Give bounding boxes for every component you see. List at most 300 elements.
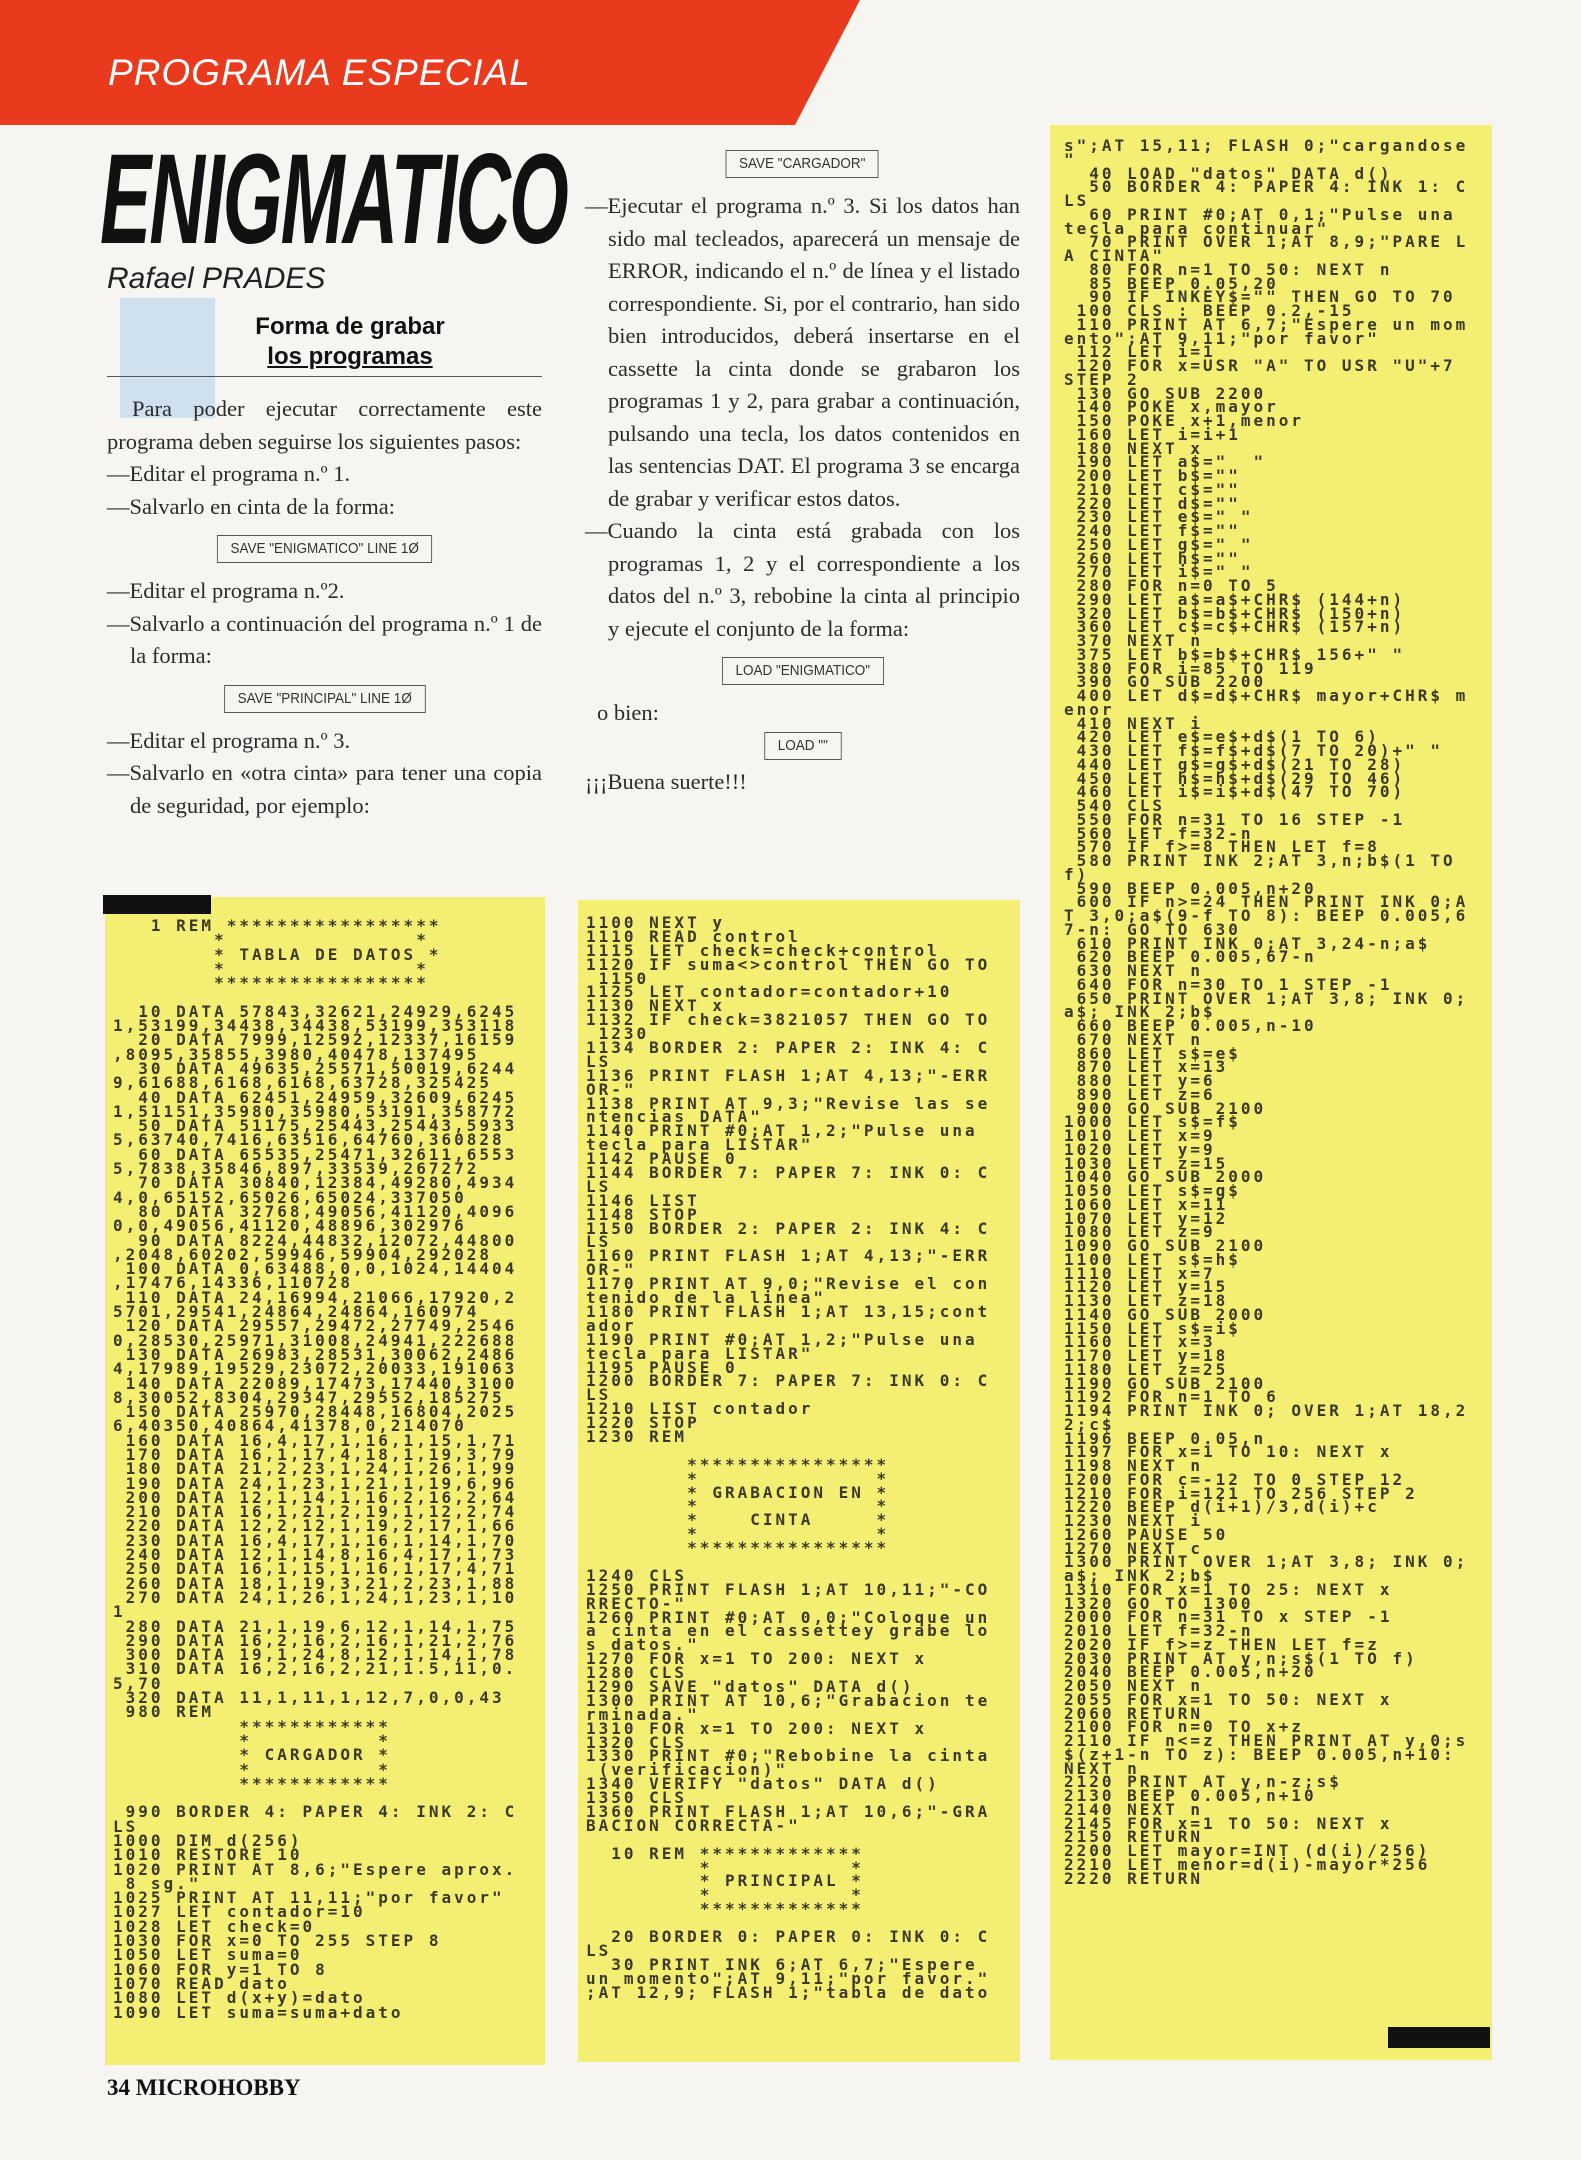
code-line: 2050 NEXT n	[1064, 1676, 1203, 1695]
intro-paragraph: Para poder ejecutar correctamente este programa deben seguirse los siguientes pasos:	[107, 396, 542, 454]
code-line: 130 DATA 26983,28531,30062,2486	[113, 1344, 518, 1364]
code-line: 2000 FOR n=31 TO x STEP -1	[1064, 1607, 1393, 1627]
section-label: PROGRAMA ESPECIAL	[108, 52, 531, 93]
code-line: 2140 NEXT n	[1064, 1799, 1203, 1819]
code-line: 190 LET a$=" "	[1064, 452, 1267, 472]
code-line: 1134 BORDER 2: PAPER 2: INK 4: C	[586, 1038, 991, 1058]
code-line: tenido de la linea"	[586, 1288, 827, 1308]
code-line: 560 LET f=32-n	[1064, 823, 1254, 843]
code-line: * *	[586, 1496, 890, 1516]
code-line: 30 PRINT INK 6;AT 6,7;"Espere	[586, 1954, 978, 1974]
code-line: 50 DATA 51175,25443,25443,5933	[113, 1116, 518, 1136]
code-line: 1150	[586, 968, 650, 988]
code-line: 1125 LET contador=contador+10	[586, 982, 953, 1002]
code-line: 1290 SAVE "datos" DATA d()	[586, 1676, 915, 1696]
code-line: OR-"	[586, 1079, 637, 1099]
code-line: 1320 GO TO 1300	[1064, 1593, 1254, 1613]
code-line: 630 NEXT n	[1064, 961, 1203, 980]
code-line: 100 CLS : BEEP 0.2,-15	[1064, 301, 1355, 320]
code-line: 1060 LET x=11	[1064, 1194, 1229, 1214]
code-line: * *	[586, 1524, 890, 1544]
code-line: 1196 BEEP 0.05,n	[1064, 1428, 1267, 1448]
code-line: s";AT 15,11; FLASH 0;"cargandose	[1064, 136, 1469, 155]
code-line: 1270 FOR x=1 TO 200: NEXT x	[586, 1649, 928, 1669]
code-line: 1140 PRINT #0;AT 1,2;"Pulse una	[586, 1121, 978, 1141]
step-item: —Editar el programa n.º2.	[107, 578, 345, 603]
code-line: * CARGADOR *	[113, 1745, 391, 1765]
code-line: 260 LET h$=""	[1064, 548, 1241, 568]
code-line: 1028 LET check=0	[113, 1916, 316, 1936]
code-line: 1170 PRINT AT 9,0;"Revise el con	[586, 1274, 991, 1294]
code-line: 2020 IF f>=z THEN LET f=z	[1064, 1634, 1380, 1654]
code-line: 400 LET d$=d$+CHR$ mayor+CHR$ m	[1064, 686, 1469, 705]
code-line: 10 DATA 57843,32621,24929,6245	[113, 1001, 518, 1021]
code-line: 1020 PRINT AT 8,6;"Espere aprox.	[113, 1859, 518, 1879]
code-line: 1,51151,35980,35980,53191,358772	[113, 1101, 518, 1121]
code-line: 1090 GO SUB 2100	[1064, 1236, 1267, 1255]
code-line: f)	[1064, 864, 1090, 884]
code-line: 450 LET h$=h$+d$(29 TO 46)	[1064, 768, 1406, 788]
code-line: 10 REM *************	[586, 1843, 864, 1863]
code-line: 230 DATA 16,4,17,1,16,1,14,1,70	[113, 1530, 518, 1550]
code-line: 40 LOAD "datos" DATA d()	[1064, 163, 1393, 183]
step-item: —Cuando la cinta está grabada con los programas 1, 2 y el correspondiente a los datos del n.º 3, rebobine la cinta al principio y ejecute el conjunto de la forma:	[585, 518, 1020, 641]
code-line: 550 FOR n=31 TO 16 STEP -1	[1064, 809, 1406, 829]
code-line: 160 LET i=i+1	[1064, 424, 1241, 444]
code-line: 200 DATA 12,1,14,1,16,2,16,2,64	[113, 1487, 518, 1507]
code-line: * *	[113, 958, 429, 978]
code-line: rminada."	[586, 1704, 700, 1724]
code-line: 90 DATA 8224,44832,12072,44800	[113, 1230, 518, 1250]
code-line: 220 DATA 12,2,12,1,19,2,17,1,66	[113, 1516, 518, 1536]
code-line: 120 FOR x=USR "A" TO USR "U"+7	[1064, 356, 1456, 375]
step-item: —Editar el programa n.º 1.	[107, 461, 351, 486]
code-line: 2200 LET mayor=INT (d(i)/256)	[1064, 1841, 1431, 1860]
code-line: * *	[586, 1468, 890, 1488]
step-item: —Salvarlo en cinta de la forma:	[107, 493, 396, 519]
code-line: 1115 LET check=check+control	[586, 940, 940, 960]
section-heading	[200, 312, 500, 372]
code-line: 30 DATA 49635,25571,50019,6244	[113, 1058, 518, 1078]
code-line: 2150 RETURN	[1064, 1827, 1203, 1847]
code-line: 1120 LET y=15	[1064, 1277, 1229, 1297]
code-line: *****************	[113, 973, 429, 993]
code-line: 310 DATA 16,2,16,2,21,1.5,11,0.	[113, 1659, 518, 1679]
code-line: 1060 FOR y=1 TO 8	[113, 1959, 328, 1979]
code-line: 660 BEEP 0.005,n-10	[1064, 1016, 1317, 1035]
code-line: 240 LET f$=""	[1064, 521, 1241, 540]
code-line: 230 LET e$=" "	[1064, 507, 1254, 527]
command-box: LOAD "ENIGMATICO"	[722, 657, 884, 685]
code-line: "	[1064, 149, 1077, 169]
code-line: 580 PRINT INK 2;AT 3,n;b$(1 TO	[1064, 851, 1456, 870]
code-line: 1138 PRINT AT 9,3;"Revise las se	[586, 1093, 991, 1113]
code-line: * *	[586, 1857, 864, 1877]
code-line: 1050 LET suma=0	[113, 1945, 303, 1965]
code-line: 375 LET b$=b$+CHR$ 156+" "	[1064, 644, 1406, 664]
code-line: 1000 LET s$=f$	[1064, 1112, 1241, 1132]
code-line: 410 NEXT i	[1064, 713, 1203, 733]
code-line: 150 DATA 25970,28448,16804,2025	[113, 1402, 518, 1422]
code-line: 1180 PRINT FLASH 1;AT 13,15;cont	[586, 1301, 991, 1321]
code-line: BACION CORRECTA-"	[586, 1815, 801, 1835]
code-line: 1350 CLS	[586, 1788, 688, 1808]
code-line: 1250 PRINT FLASH 1;AT 10,11;"-CO	[586, 1579, 991, 1599]
code-line: 1160 LET x=3	[1064, 1332, 1216, 1352]
code-line: 1240 CLS	[586, 1565, 688, 1585]
code-line: 1110 READ control	[586, 926, 801, 946]
step-item: —Ejecutar el programa n.º 3. Si los datos han sido mal tecleados, aparecerá un mensaje de ERROR, indicando el n.º de línea y el listado correspondiente. Si, por el contrario, han sido bien introducidos, deberá insertarse en el cassette la cinta donde se grabaron los programas 1 y 2, para grabar a continuación, pulsando una tecla, los datos contenidos en las sentencias DAT. El programa 3 se encarga de grabar y verificar estos datos.	[585, 193, 1020, 511]
code-line: 1192 FOR n=1 TO 6	[1064, 1387, 1279, 1407]
code-line: 1197 FOR x=1 TO 10: NEXT x	[1064, 1442, 1393, 1462]
code-line: 260 DATA 18,1,19,3,21,2,23,1,88	[113, 1573, 518, 1593]
code-line: 1190 GO SUB 2100	[1064, 1373, 1267, 1393]
code-line: * *	[586, 1885, 864, 1905]
code-line: 1260 PAUSE 50	[1064, 1524, 1229, 1544]
code-line: ntencias DATA"	[586, 1107, 763, 1127]
code-line: 440 LET g$=g$+d$(21 TO 28)	[1064, 754, 1406, 774]
code-line: 1300 PRINT OVER 1;AT 3,8; INK 0;	[1064, 1552, 1469, 1572]
code-line: 1040 GO SUB 2000	[1064, 1167, 1267, 1187]
code-line: 140 DATA 22089,17473,17440,3100	[113, 1373, 518, 1393]
code-line: 1340 VERIFY "datos" DATA d()	[586, 1774, 940, 1794]
code-line: 390 GO SUB 2200	[1064, 672, 1267, 692]
code-line: 80 FOR n=1 TO 50: NEXT n	[1064, 259, 1393, 279]
code-line: RRECTO-"	[586, 1593, 688, 1613]
code-line: 2120 PRINT AT y,n-z;s$	[1064, 1772, 1342, 1792]
code-line: 2010 LET f=32-n	[1064, 1621, 1254, 1640]
code-line: 290 DATA 16,2,16,2,16,1,21,2,76	[113, 1630, 518, 1650]
section-heading-line1: Forma de grabar	[255, 313, 445, 340]
code-line: tecla para LISTAR"	[586, 1135, 814, 1155]
code-line: 1130 NEXT x	[586, 996, 725, 1016]
code-line: un momento";AT 9,11;"por favor."	[586, 1968, 991, 1988]
code-line: 1132 IF check=3821057 THEN GO TO	[586, 1010, 991, 1030]
listing-marker-bar	[103, 895, 211, 914]
code-line: 290 LET a$=a$+CHR$ (144+n)	[1064, 589, 1406, 609]
code-line: LS	[586, 1940, 612, 1960]
code-line: 370 NEXT n	[1064, 631, 1203, 650]
code-line: LS	[586, 1385, 612, 1405]
code-line: 2040 BEEP 0.005,n+20	[1064, 1662, 1317, 1682]
listing-marker-bar	[1388, 2027, 1490, 2048]
code-line: 1070 LET y=12	[1064, 1208, 1229, 1228]
code-line: 430 LET f$=f$+d$(7 TO 20)+" "	[1064, 741, 1443, 760]
code-line: LS	[586, 1051, 612, 1071]
code-line: 1150 BORDER 2: PAPER 2: INK 4: C	[586, 1218, 991, 1238]
code-line: tecla para LISTAR"	[586, 1343, 814, 1363]
alternative-label: o bien:	[597, 700, 659, 725]
code-line: 2030 PRINT AT y,n;s$(1 TO f)	[1064, 1648, 1418, 1668]
code-line: 50 BORDER 4: PAPER 4: INK 1: C	[1064, 177, 1469, 197]
code-line: * *	[113, 930, 429, 950]
code-line: * *	[113, 1730, 391, 1750]
code-line: 1140 GO SUB 2000	[1064, 1304, 1267, 1324]
code-line: 170 DATA 16,1,17,4,18,1,19,3,79	[113, 1444, 518, 1464]
code-line: 1230 REM	[586, 1426, 688, 1446]
code-line: 1230 NEXT i	[1064, 1511, 1203, 1530]
code-line: 1144 BORDER 7: PAPER 7: INK 0: C	[586, 1163, 991, 1183]
code-line: 320 DATA 11,1,11,1,12,7,0,0,43	[113, 1688, 505, 1708]
code-line: 280 FOR n=0 TO 5	[1064, 576, 1279, 595]
code-line: 620 BEEP 0.005,67-n	[1064, 947, 1317, 967]
code-line: LS	[586, 1176, 612, 1196]
code-line: 300 DATA 19,1,24,8,12,1,14,1,78	[113, 1645, 518, 1665]
code-line: 60 PRINT #0;AT 0,1;"Pulse una	[1064, 204, 1456, 224]
code-line: 360 LET c$=c$+CHR$ (157+n)	[1064, 617, 1406, 637]
code-line: 1080 LET z=9	[1064, 1222, 1216, 1242]
code-line: 890 LET z=6	[1064, 1084, 1216, 1104]
code-line: 85 BEEP 0.05,20	[1064, 273, 1279, 293]
code-line: 8,30052,8304,29347,29552,185275	[113, 1387, 505, 1407]
code-line: 4,0,65152,65026,65024,337050	[113, 1187, 467, 1207]
code-line: 180 DATA 21,2,23,1,24,1,26,1,99	[113, 1459, 518, 1479]
command-box: SAVE "ENIGMATICO" LINE 1Ø	[217, 535, 432, 563]
code-line: 1170 LET y=18	[1064, 1346, 1229, 1365]
code-line: 150 POKE x+1,menor	[1064, 411, 1305, 430]
code-line: 1200 BORDER 7: PAPER 7: INK 0: C	[586, 1371, 991, 1391]
code-line: 1010 RESTORE 10	[113, 1845, 303, 1865]
code-line: 2110 IF n<=z THEN PRINT AT y,0;s	[1064, 1731, 1469, 1750]
code-line: 112 LET i=1	[1064, 342, 1216, 362]
code-line: NEXT n	[1064, 1758, 1140, 1778]
code-line: 1110 LET x=7	[1064, 1263, 1216, 1283]
listing-grabacion-principal	[578, 900, 1020, 2062]
code-line: enor	[1064, 699, 1115, 719]
code-line: 1300 PRINT AT 10,6;"Grabacion te	[586, 1690, 991, 1710]
heading-rule	[107, 376, 542, 377]
code-line: 1100 LET s$=h$	[1064, 1249, 1241, 1269]
code-line: 0,0,49056,41120,48896,302976	[113, 1216, 467, 1236]
code-line: 1148 STOP	[586, 1204, 700, 1224]
code-line: LS	[1064, 191, 1090, 210]
code-line: 1120 IF suma<>control THEN GO TO	[586, 954, 991, 974]
code-line: ;AT 12,9; FLASH 1;"tabla de dato	[586, 1982, 991, 2002]
code-line: a$; INK 2;b$	[1064, 1566, 1216, 1585]
code-line: A CINTA"	[1064, 246, 1166, 265]
code-line: 1230	[586, 1024, 650, 1044]
code-line: 80 DATA 32768,49056,41120,4096	[113, 1201, 518, 1221]
code-line: 1198 NEXT n	[1064, 1456, 1203, 1475]
code-line: 1260 PRINT #0;AT 0,0;"Coloque un	[586, 1607, 991, 1627]
code-line: 270 LET i$=" "	[1064, 562, 1254, 582]
code-line: 1000 DIM d(256)	[113, 1831, 303, 1850]
code-line: *************	[586, 1899, 864, 1919]
code-line: 250 DATA 16,1,15,1,16,1,17,4,71	[113, 1559, 518, 1579]
code-line: 0,28530,25971,31008,24941,222688	[113, 1330, 518, 1350]
code-line: 210 LET c$=""	[1064, 479, 1241, 499]
code-line: 650 PRINT OVER 1;AT 3,8; INK 0;	[1064, 988, 1469, 1008]
code-line: 210 DATA 16,1,21,2,19,1,12,2,74	[113, 1502, 518, 1522]
listing-principal-continuation	[1050, 125, 1492, 2060]
code-line: 2060 RETURN	[1064, 1703, 1203, 1723]
code-line: 140 POKE x,mayor	[1064, 397, 1279, 417]
code-line: LS	[113, 1816, 139, 1836]
code-line: 1310 FOR x=1 TO 25: NEXT x	[1064, 1579, 1393, 1599]
listing-cargador	[105, 897, 545, 2065]
code-line: ,8095,35855,3980,40478,137495	[113, 1044, 480, 1064]
code-line: 1025 PRINT AT 11,11;"por favor"	[113, 1888, 505, 1908]
code-line: $(z+1-n TO z): BEEP 0.005,n+10:	[1064, 1744, 1456, 1764]
code-line: 880 LET y=6	[1064, 1071, 1216, 1090]
code-line: 1160 PRINT FLASH 1;AT 4,13;"-ERR	[586, 1246, 991, 1266]
code-line: 870 LET x=13	[1064, 1057, 1229, 1077]
code-line: 1 REM *****************	[113, 916, 442, 935]
article-title: ENIGMATICO	[100, 128, 567, 271]
code-line: 1280 CLS	[586, 1663, 688, 1683]
code-line: 90 IF INKEY$="" THEN GO TO 70	[1064, 287, 1456, 307]
code-line: 4,17989,19529,23072,20033,191063	[113, 1359, 518, 1379]
code-line: OR-"	[586, 1260, 637, 1280]
code-line: 250 LET g$=" "	[1064, 534, 1254, 554]
code-line: 5701,29541,24864,24864,160974	[113, 1302, 480, 1322]
closing-text: ¡¡¡Buena suerte!!!	[585, 768, 747, 794]
code-line: 2;c$	[1064, 1414, 1115, 1434]
code-line: 420 LET e$=e$+d$(1 TO 6)	[1064, 727, 1380, 747]
code-line: * GRABACION EN *	[586, 1482, 890, 1502]
code-line: 280 DATA 21,1,19,6,12,1,14,1,75	[113, 1616, 518, 1636]
code-line: ************	[113, 1773, 391, 1793]
code-line: 380 FOR i=85 TO 119	[1064, 658, 1317, 678]
code-line: a cinta en el cassettey grabe lo	[586, 1621, 991, 1641]
code-line: 110 DATA 24,16994,21066,17920,2	[113, 1287, 518, 1307]
step-item: —Salvarlo a continuación del programa n.º 1 de la forma:	[107, 610, 542, 668]
code-line: 860 LET s$=e$	[1064, 1043, 1241, 1063]
code-line: ,17476,14336,110728	[113, 1273, 354, 1293]
code-line: 110 PRINT AT 6,7;"Espere un mom	[1064, 314, 1469, 334]
code-line: 2130 BEEP 0.005,n+10	[1064, 1786, 1317, 1805]
code-line: 1210 FOR i=121 TO 256 STEP 2	[1064, 1483, 1418, 1503]
code-line: 640 FOR n=30 TO 1 STEP -1	[1064, 974, 1393, 994]
code-line: ************	[113, 1716, 391, 1736]
code-line: 1142 PAUSE 0	[586, 1149, 738, 1169]
code-line: 1310 FOR x=1 TO 200: NEXT x	[586, 1718, 928, 1738]
code-line: * CINTA *	[586, 1510, 890, 1530]
code-line: * *	[113, 1759, 391, 1779]
code-line: 1030 FOR x=0 TO 255 STEP 8	[113, 1931, 442, 1951]
code-line: 990 BORDER 4: PAPER 4: INK 2: C	[113, 1802, 518, 1822]
code-line: 1190 PRINT #0;AT 1,2;"Pulse una	[586, 1329, 978, 1349]
code-line: 1210 LIST contador	[586, 1399, 814, 1419]
code-line: 5,63740,7416,63516,64760,360828	[113, 1130, 505, 1150]
code-line: 1220 STOP	[586, 1413, 700, 1433]
code-line: 600 IF n>=24 THEN PRINT INK 0;A	[1064, 892, 1469, 912]
code-line: 9,61688,6168,6168,63728,325425	[113, 1073, 492, 1093]
code-line: 1146 LIST	[586, 1190, 700, 1210]
code-line: 2100 FOR n=0 TO x+z	[1064, 1717, 1305, 1737]
code-line: 1194 PRINT INK 0; OVER 1;AT 18,2	[1064, 1401, 1469, 1420]
code-line: 240 DATA 12,1,14,8,16,4,17,1,73	[113, 1545, 518, 1565]
code-line: 2210 LET menor=d(i)-mayor*256	[1064, 1854, 1431, 1874]
code-line: 6,40350,40864,41378,0,214070	[113, 1416, 467, 1436]
code-line: 130 GO SUB 2200	[1064, 383, 1267, 403]
step-item: —Salvarlo en «otra cinta» para tener una copia de seguridad, por ejemplo:	[107, 760, 542, 818]
code-line: 1180 LET z=25	[1064, 1359, 1229, 1379]
code-line: ador	[586, 1315, 637, 1335]
code-line: 1020 LET y=9	[1064, 1139, 1216, 1159]
code-line: 1010 LET x=9	[1064, 1126, 1216, 1145]
code-line: 1130 LET z=18	[1064, 1291, 1229, 1310]
code-line: 1200 FOR c=-12 TO 0 STEP 12	[1064, 1469, 1406, 1489]
code-line: 590 BEEP 0.005,n+20	[1064, 878, 1317, 898]
code-line: 160 DATA 16,4,17,1,16,1,15,1,71	[113, 1430, 518, 1450]
code-line: 190 DATA 24,1,23,1,21,1,19,6,96	[113, 1473, 518, 1493]
code-line: 320 LET b$=b$+CHR$ (150+n)	[1064, 603, 1406, 623]
code-line: 70 PRINT OVER 1;AT 8,9;"PARE L	[1064, 232, 1469, 252]
code-line: 1330 PRINT #0;"Rebobine la cinta	[586, 1746, 991, 1766]
code-line: 1030 LET z=15	[1064, 1153, 1229, 1173]
code-line: (verificacion)"	[586, 1760, 789, 1780]
code-line: STEP 2	[1064, 369, 1140, 389]
code-line: * PRINCIPAL *	[586, 1871, 864, 1891]
code-line: 5,7838,35846,897,33539,267272	[113, 1159, 480, 1179]
code-line: ****************	[586, 1454, 890, 1474]
code-line: ento";AT 9,11;"por favor"	[1064, 328, 1380, 348]
code-line: 1050 LET s$=g$	[1064, 1181, 1241, 1200]
code-line: 180 NEXT x	[1064, 438, 1203, 458]
code-line: 2145 FOR x=1 TO 50: NEXT x	[1064, 1813, 1393, 1833]
code-line: 2220 RETURN	[1064, 1868, 1203, 1888]
code-line: 1	[113, 1602, 126, 1622]
middle-column-text	[585, 140, 1020, 798]
code-line: 1027 LET contador=10	[113, 1902, 366, 1922]
code-line: 7-n: GO TO 630	[1064, 919, 1241, 939]
code-line: 200 LET b$=""	[1064, 466, 1241, 485]
code-line: 610 PRINT INK 0;AT 3,24-n;a$	[1064, 933, 1431, 953]
code-line: 120 DATA 29557,29472,27749,2546	[113, 1316, 518, 1336]
code-line: T 3,0;a$(9-f TO 8): BEEP 0.005,6	[1064, 906, 1469, 925]
code-line: 1220 BEEP d(i+1)/3,d(i)+c	[1064, 1497, 1380, 1517]
code-line: ****************	[586, 1538, 890, 1558]
code-line: 60 DATA 65535,25471,32611,6553	[113, 1144, 518, 1164]
code-line: 20 DATA 7999,12592,12337,16159	[113, 1030, 518, 1050]
code-line: 670 NEXT n	[1064, 1029, 1203, 1049]
code-line: 100 DATA 0,63488,0,0,1024,14404	[113, 1259, 518, 1279]
code-line: 8 sg."	[113, 1873, 202, 1893]
code-line: tecla para continuar"	[1064, 218, 1330, 238]
code-line: 220 LET d$=""	[1064, 493, 1241, 513]
code-line: 20 BORDER 0: PAPER 0: INK 0: C	[586, 1927, 991, 1947]
command-box: SAVE "PRINCIPAL" LINE 1Ø	[224, 685, 425, 713]
code-line: 40 DATA 62451,24959,32609,6245	[113, 1087, 518, 1107]
code-line: 980 REM	[113, 1702, 215, 1722]
code-line: 70 DATA 30840,12384,49280,4934	[113, 1173, 518, 1193]
command-box: LOAD ""	[764, 732, 841, 760]
code-line: LS	[586, 1232, 612, 1252]
code-line: 1,53199,34438,34438,53199,353118	[113, 1016, 518, 1036]
article-author: Rafael PRADES	[107, 262, 326, 295]
command-box: SAVE "CARGADOR"	[726, 150, 879, 178]
code-line: 570 IF f>=8 THEN LET f=8	[1064, 837, 1380, 857]
code-line: 540 CLS	[1064, 796, 1166, 815]
page-footer: 34 MICROHOBBY	[107, 2075, 301, 2100]
code-line: 1320 CLS	[586, 1732, 688, 1752]
code-line: 1090 LET suma=suma+dato	[113, 2002, 404, 2022]
code-line: ,2048,60202,59946,59904,292028	[113, 1244, 492, 1264]
code-line: 270 DATA 24,1,26,1,24,1,23,1,10	[113, 1587, 518, 1607]
section-heading-line2: los programas	[267, 343, 433, 370]
left-column-text	[107, 393, 542, 822]
code-line: 460 LET i$=i$+d$(47 TO 70)	[1064, 782, 1406, 802]
code-line: s datos."	[586, 1635, 700, 1655]
code-line: 1100 NEXT y	[586, 913, 725, 932]
code-line: * TABLA DE DATOS *	[113, 944, 442, 964]
code-line: 1195 PAUSE 0	[586, 1357, 738, 1377]
step-item: —Editar el programa n.º 3.	[107, 727, 351, 753]
code-line: 1150 LET s$=i$	[1064, 1318, 1241, 1338]
code-line: 1270 NEXT c	[1064, 1538, 1203, 1558]
code-line: 1136 PRINT FLASH 1;AT 4,13;"-ERR	[586, 1065, 991, 1085]
